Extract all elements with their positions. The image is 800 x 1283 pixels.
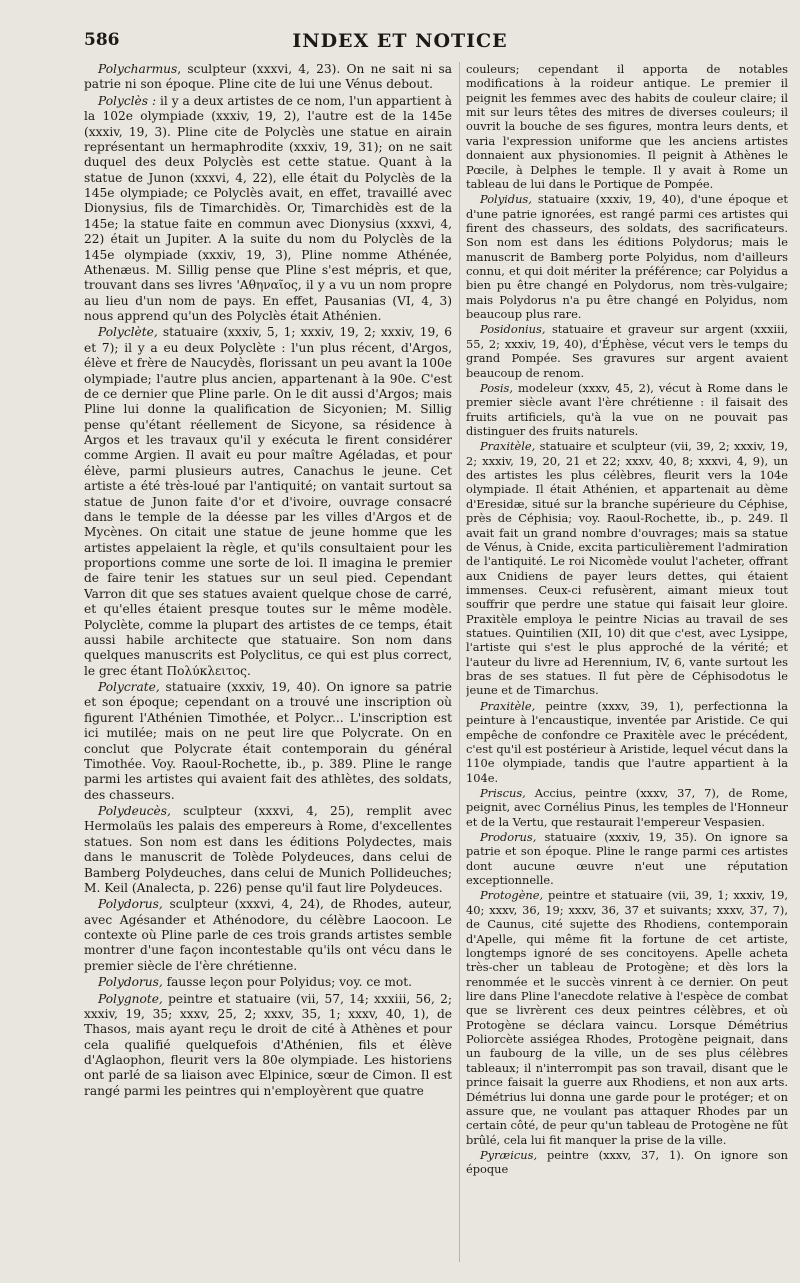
entry-text: peintre et statuaire (vii, 57, 14; xxxiii, 56, 2; xxxiv, 19, 35; xxxv, 25, 2; xxxv, 35, 1; xxxv, 40, 1), de Thasos, mais ayant reçu le droit de cité à Athènes et pour cela qualifié quelquefois d'Athénien, fils et élève d'Aglaophon, fleurit vers la 80e olympiade. Les historiens ont parlé de sa liaison avec Elpinice, sœur de Cimon. Il est rangé parmi les peintres qui n'employèrent que quatre <box>84 991 452 1098</box>
entry-name: Posis, <box>480 380 514 395</box>
entry-text: statuaire (xxxiv, 19, 35). On ignore sa patrie et son époque. Pline le range parmi ces artistes dont aucune œuvre n'eut une réputation exceptionnelle. <box>466 830 788 888</box>
entry-text: sculpteur (xxxvi, 4, 25), remplit avec Hermolaüs les palais des empereurs à Rome, d'excellentes statues. Son nom est dans les éditions Polydectes, mais dans le manuscrit de Tolède Polydeuces, dans celui de Bamberg Polydeuches, dans celui de Munich Pollideuches; M. Keil (Analecta, p. 226) pense qu'il faut lire Polydeuces. <box>84 804 452 895</box>
page-number: 586 <box>84 30 120 50</box>
entry-name: Praxitèle, <box>480 698 536 713</box>
entry-text: statuaire (xxxiv, 5, 1; xxxiv, 19, 2; xxxiv, 19, 6 et 7); il y a eu deux Polyclète : l'un plus récent, d'Argos, élève et frère de Naucydès, florissant un peu avant la 100e olympiade; l'autre plus ancien, appartenant à la 90e. C'est de ce dernier que Pline parle. On le dit aussi d'Argos; mais Pline lui donne la qualification de Sicyonien; M. Sillig pense qu'étant réellement de Sicyone, sa résidence à Argos et les travaux qu'il y exécuta le firent considérer comme Argien. Il avait eu pour maître Agéladas, et pour élève, parmi plusieurs autres, Canachus le jeune. Cet artiste a été très-loué par l'antiquité; on vantait surtout sa statue de Junon faite d'or et d'ivoire, ouvrage consacré dans le temple de la déesse par les villes d'Argos et de Mycènes. On citait une statue de jeune homme que les artistes appelaient la règle, et qu'ils consultaient pour les proportions comme une sorte de loi. Il imagina le premier de faire tenir les statues sur un seul pied. Cependant Varron dit que ses statues avaient quelque chose de carré, et qu'elles étaient presque toutes sur le même modèle. Polyclète, comme la plupart des artistes de ce temps, était aussi habile architecte que statuaire. Son nom dans quelques manuscrits est Polyclitus, ce qui est plus correct, le grec étant Πολύκλειτος. <box>84 325 452 678</box>
left-column <box>84 62 452 1272</box>
index-entry <box>84 975 452 990</box>
index-entry <box>84 992 452 1100</box>
index-entry <box>466 888 788 1146</box>
page-title: INDEX ET NOTICE <box>292 30 508 52</box>
entry-text: statuaire (xxxiv, 19, 40). On ignore sa patrie et son époque; cependant on a trouvé une inscription où figurent l'Athénien Timothée, et Polycr... L'inscription est ici mutilée; mais on ne peut lire que Polycrate. On en conclut que Polycrate était contemporain du général Timothée. Voy. Raoul-Rochette, ib., p. 389. Pline le range parmi les artistes qui avaient fait des athlètes, des soldats, des chasseurs. <box>84 680 452 802</box>
entry-name: Pyræicus, <box>480 1147 538 1162</box>
entry-text: statuaire et sculpteur (vii, 39, 2; xxxiv, 19, 2; xxxiv, 19, 20, 21 et 22; xxxv, 40, 8; xxxvi, 4, 9), un des artistes les plus célèbres, fleurit vers la 104e olympiade. Il était Athénien, et appartenait au dème d'Eresidæ, situé sur la branche supérieure du Céphise, près de Céphisia; voy. Raoul-Rochette, ib., p. 249. Il avait fait un grand nombre d'ouvrages; mais sa statue de Vénus, à Cnide, excita particulièrement l'admiration de l'antiquité. Le roi Nicomède voulut l'acheter, offrant aux Cnidiens de payer leurs dettes, qui étaient immenses. Ceux-ci refusèrent, aimant mieux tout souffrir que perdre une statue qui faisait leur gloire. Praxitèle employa le peintre Nicias au travail de ses statues. Quintilien (XII, 10) dit que c'est, avec Lysippe, l'artiste qui s'est le plus approché de la vérité; et l'auteur du livre ad Herennium, IV, 6, vante surtout les bras de ses statues. Il fut père de Céphisodotus le jeune et de Timarchus. <box>466 439 788 698</box>
entry-text: peintre et statuaire (vii, 39, 1; xxxiv, 19, 40; xxxv, 36, 19; xxxv, 36, 37 et suivants; xxxv, 37, 7), de Caunus, cité sujette des Rhodiens, contemporain d'Apelle, qui même fit la fortune de cet artiste, longtemps ignoré de ses concitoyens. Apelle acheta très-cher un tableau de Protogène; et dès lors la renommée et le succès vinrent à ce dernier. On peut lire dans Pline l'anecdote relative à l'espèce de combat que se livrèrent ces deux peintres célèbres, et où Protogène se déclara vaincu. Lorsque Démétrius Poliorcète assiégea Rhodes, Protogène peignait, dans un faubourg de la ville, un de ses plus célèbres tableaux; il n'interrompit pas son travail, disant que le prince faisait la guerre aux Rhodiens, et non aux arts. Démétrius lui donna une garde pour le protéger; et on assure que, ne voulant pas attaquer Rhodes par un certain côté, de peur qu'un tableau de Protogène ne fût brûlé, cela lui fit manquer la prise de la ville. <box>466 888 788 1147</box>
entry-text: sculpteur (xxxvi, 4, 24), de Rhodes, auteur, avec Agésander et Athénodore, du célèbre Laocoon. Le contexte où Pline parle de ces trois grands artistes semble montrer d'une façon incontestable qu'ils ont vécu dans le premier siècle de l'ère chrétienne. <box>84 897 452 973</box>
index-entry <box>84 680 452 803</box>
entry-name: Priscus, <box>480 785 526 800</box>
index-entry <box>84 897 452 974</box>
entry-text: peintre (xxxv, 39, 1), perfectionna la peinture à l'encaustique, inventée par Aristide. Ce qui empêche de confondre ce Praxitèle avec le précédent, c'est qu'il est postérieur à Aristide, lequel vécut dans la 110e olympiade, tandis que l'autre appartient à la 104e. <box>466 698 788 785</box>
index-entry <box>466 381 788 438</box>
entry-text: statuaire (xxxiv, 19, 40), d'une époque et d'une patrie ignorées, est rangé parmi ces artistes qui firent des chasseurs, des soldats, des sacrificateurs. Son nom est dans les éditions Polydorus; mais le manuscrit de Bamberg porte Polyidus, nom d'ailleurs connu, et qui doit mériter la préférence; car Polyidus a bien pu être changé en Polydorus, nom très-vulgaire; mais Polydorus n'a pu être changé en Polyidus, nom beaucoup plus rare. <box>466 192 788 322</box>
index-entry <box>466 62 788 191</box>
entry-text: statuaire et graveur sur argent (xxxiii, 55, 2; xxxiv, 19, 40), d'Éphèse, vécut vers le temps du grand Pompée. Ses gravures sur argent avaient beaucoup de renom. <box>466 322 788 380</box>
index-entry <box>466 786 788 829</box>
entry-name: Posidonius, <box>480 322 546 337</box>
entry-name: Polycharmus <box>98 62 178 76</box>
entry-text: peintre (xxxv, 37, 1). On ignore son époque <box>466 1147 788 1177</box>
index-entry <box>466 1148 788 1177</box>
entry-name: Polydorus, <box>98 975 163 990</box>
index-entry <box>466 830 788 887</box>
page-header <box>0 30 800 56</box>
entry-name: Polydeucès, <box>98 804 171 818</box>
entry-name: Polyidus, <box>480 192 532 207</box>
entry-name: Praxitèle, <box>480 439 536 454</box>
entry-name: Polygnote, <box>98 991 163 1006</box>
entry-name: Prodorus, <box>480 830 537 845</box>
index-entry <box>84 62 452 93</box>
entry-text: couleurs; cependant il apporta de notables modifications à la roideur antique. Le premier il peignit les femmes avec des habits de couleur claire; il mit sur leurs têtes des mitres de diverses couleurs; il ouvrit la bouche de ses figures, montra leurs dents, et varia l'expression uniforme que les anciens artistes donnaient aux physionomies. Il peignit à Athènes le Pœcile, à Delphes le temple. Il y avait à Rome un tableau de lui dans le Portique de Pompée. <box>466 62 788 191</box>
entry-name: Polyclès : <box>98 93 157 108</box>
column-divider <box>459 62 460 1262</box>
entry-name: Polydorus, <box>98 897 163 912</box>
entry-text: Accius, peintre (xxxv, 37, 7), de Rome, peignit, avec Cornélius Pinus, les temples de l'Honneur et de la Vertu, que restaurait l'empereur Vespasien. <box>466 785 788 829</box>
index-entry <box>84 804 452 896</box>
entry-text: il y a deux artistes de ce nom, l'un appartient à la 102e olympiade (xxxiv, 19, 2), l'autre est de la 145e (xxxiv, 19, 3). Pline cite de Polyclès une statue en airain représentant un hermaphrodite (xxxiv, 19, 31); on ne sait duquel des deux Polyclès est cette statue. Quant à la statue de Junon (xxxvi, 4, 22), elle était du Polyclès de la 145e olympiade; ce Polyclès avait, en effet, travaillé avec Dionysius, fils de Timarchidès. Or, Timarchidès est de la 145e; la statue faite en commun avec Dionysius (xxxvi, 4, 22) était un Jupiter. A la suite du nom du Polyclès de la 145e olympiade (xxxiv, 19, 3), Pline nomme Athénée, Athenæus. M. Sillig pense que Pline s'est mépris, et que, trouvant dans ses livres 'Αθηναῖος, il y a vu un nom propre au lieu d'un nom de pays. En effet, Pausanias (VI, 4, 3) nous apprend qu'un des Polyclès était Athénien. <box>84 93 452 323</box>
index-entry <box>466 322 788 379</box>
entry-text: , sculpteur (xxxvi, 4, 23). On ne sait ni sa patrie ni son époque. Pline cite de lui une Vénus debout. <box>84 62 452 92</box>
entry-name: Polyclète, <box>98 325 158 340</box>
entry-name: Polycrate, <box>98 680 160 694</box>
index-entry <box>84 325 452 679</box>
entry-text: fausse leçon pour Polyidus; voy. ce mot. <box>162 975 412 990</box>
index-entry <box>466 192 788 321</box>
index-entry <box>84 94 452 325</box>
entry-text: modeleur (xxxv, 45, 2), vécut à Rome dans le premier siècle avant l'ère chrétienne : il faisait des fruits artificiels, qu'à la vue on ne pouvait pas distinguer des fruits naturels. <box>466 380 788 438</box>
right-column <box>466 62 788 1272</box>
index-entry <box>466 439 788 697</box>
entry-name: Protogène, <box>480 888 544 903</box>
index-entry <box>466 699 788 785</box>
